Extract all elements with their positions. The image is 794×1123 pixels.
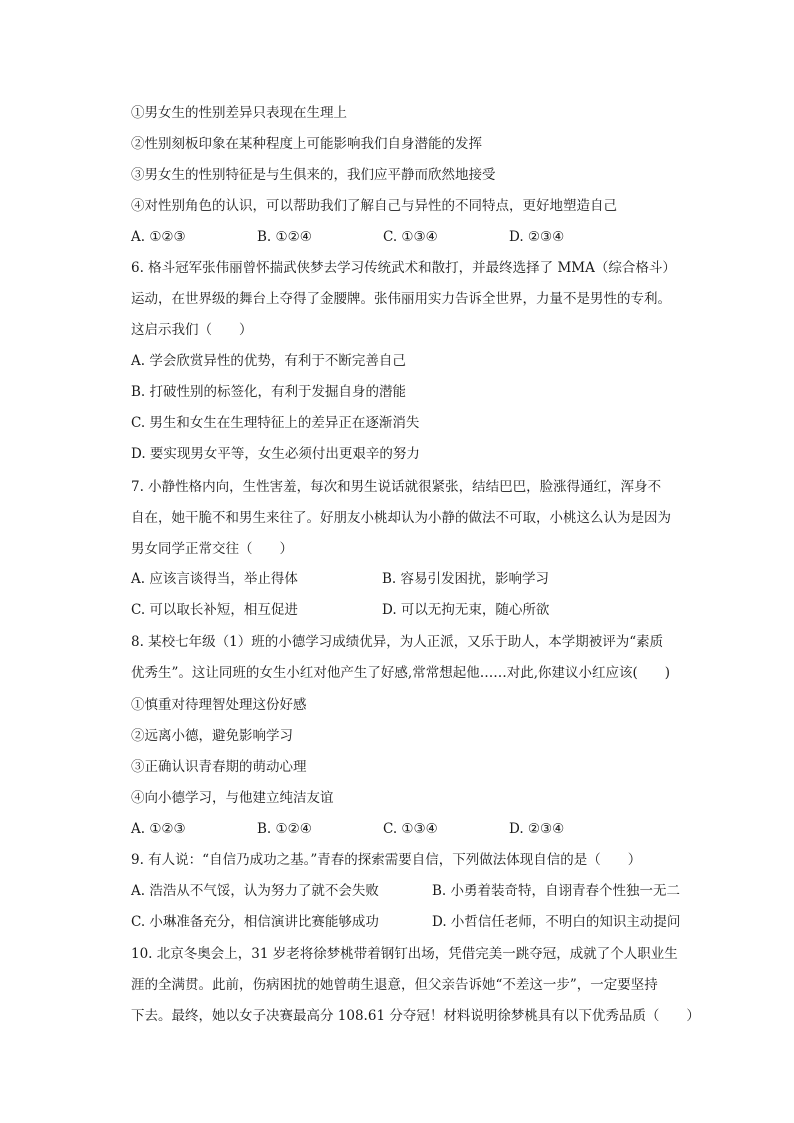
q8-option-a: A. ①②③ — [131, 821, 186, 837]
q6-option-c: C. 男生和女生在生理特征上的差异正在逐渐消失 — [131, 415, 420, 431]
q8-statement-1: ①慎重对待理智处理这份好感 — [131, 697, 307, 713]
q6-option-a: A. 学会欣赏异性的优势，有利于不断完善自己 — [131, 353, 406, 369]
q8-statement-2: ②远离小德，避免影响学习 — [131, 728, 293, 744]
q7-option-c: C. 可以取长补短，相互促进 — [131, 602, 298, 618]
q7-option-d: D. 可以无拘无束，随心所欲 — [382, 602, 550, 618]
q8-option-c: C. ①③④ — [383, 821, 438, 837]
q7-stem-line-3: 男女同学正常交往（ ） — [131, 541, 293, 557]
q10-stem-line-3: 下去。最终，她以女子决赛最高分 108.61 分夺冠！材料说明徐梦桃具有以下优秀品质（ ） — [131, 1008, 700, 1024]
q7-stem-line-2: 自在，她干脆不和男生来往了。好朋友小桃却认为小静的做法不可取，小桃这么认为是因为 — [131, 510, 671, 526]
q5-option-d: D. ②③④ — [509, 229, 565, 245]
q8-stem-line-1: 8. 某校七年级（1）班的小德学习成绩优异，为人正派，又乐于助人，本学期被评为“素质 — [131, 634, 664, 650]
q6-stem-line-2: 运动，在世界级的舞台上夺得了金腰牌。张伟丽用实力告诉全世界，力量不是男性的专利。 — [131, 291, 671, 307]
q6-stem-line-3: 这启示我们（ ） — [131, 322, 253, 338]
q6-option-d: D. 要实现男女平等，女生必须付出更艰辛的努力 — [131, 446, 420, 462]
q5-option-c: C. ①③④ — [383, 229, 438, 245]
q7-option-a: A. 应该言谈得当，举止得体 — [131, 571, 298, 587]
q8-statement-3: ③正确认识青春期的萌动心理 — [131, 759, 307, 775]
q5-statement-1: ①男女生的性别差异只表现在生理上 — [131, 105, 347, 121]
q9-option-b: B. 小勇着装奇特，自诩青春个性独一无二 — [432, 883, 681, 899]
q5-option-b: B. ①②④ — [257, 229, 312, 245]
q5-statement-2: ②性别刻板印象在某种程度上可能影响我们自身潜能的发挥 — [131, 136, 482, 152]
q9-option-c: C. 小琳准备充分，相信演讲比赛能够成功 — [131, 914, 379, 930]
q7-stem-line-1: 7. 小静性格内向，生性害羞，每次和男生说话就很紧张，结结巴巴，脸涨得通红，浑身不 — [131, 479, 662, 495]
q5-statement-3: ③男女生的性别特征是与生俱来的，我们应平静而欣然地接受 — [131, 167, 496, 183]
q9-option-d: D. 小哲信任老师，不明白的知识主动提问 — [432, 914, 681, 930]
q5-statement-4: ④对性别角色的认识，可以帮助我们了解自己与异性的不同特点，更好地塑造自己 — [131, 198, 617, 214]
q5-option-a: A. ①②③ — [131, 229, 186, 245]
q6-stem-line-1: 6. 格斗冠军张伟丽曾怀揣武侠梦去学习传统武术和散打，并最终选择了 MMA（综合格斗） — [131, 260, 676, 276]
q9-stem: 9. 有人说：“自信乃成功之基。”青春的探索需要自信，下列做法体现自信的是（ ） — [131, 852, 642, 868]
q10-stem-line-1: 10. 北京冬奥会上，31 岁老将徐梦桃带着钢钉出场，凭借完美一跳夺冠，成就了个人职业生 — [131, 946, 678, 962]
q8-option-b: B. ①②④ — [257, 821, 312, 837]
q7-option-b: B. 容易引发困扰，影响学习 — [382, 571, 550, 587]
q10-stem-line-2: 涯的全满贯。此前，伤病困扰的她曾萌生退意，但父亲告诉她“不差这一步”，一定要坚持 — [131, 977, 658, 993]
q8-stem-line-2: 优秀生”。这让同班的女生小红对他产生了好感,常常想起他……对此,你建议小红应该( ) — [131, 665, 671, 681]
q8-statement-4: ④向小德学习，与他建立纯洁友谊 — [131, 790, 334, 806]
q8-option-d: D. ②③④ — [509, 821, 565, 837]
q9-option-a: A. 浩浩从不气馁，认为努力了就不会失败 — [131, 883, 379, 899]
q6-option-b: B. 打破性别的标签化，有利于发掘自身的潜能 — [131, 384, 407, 400]
